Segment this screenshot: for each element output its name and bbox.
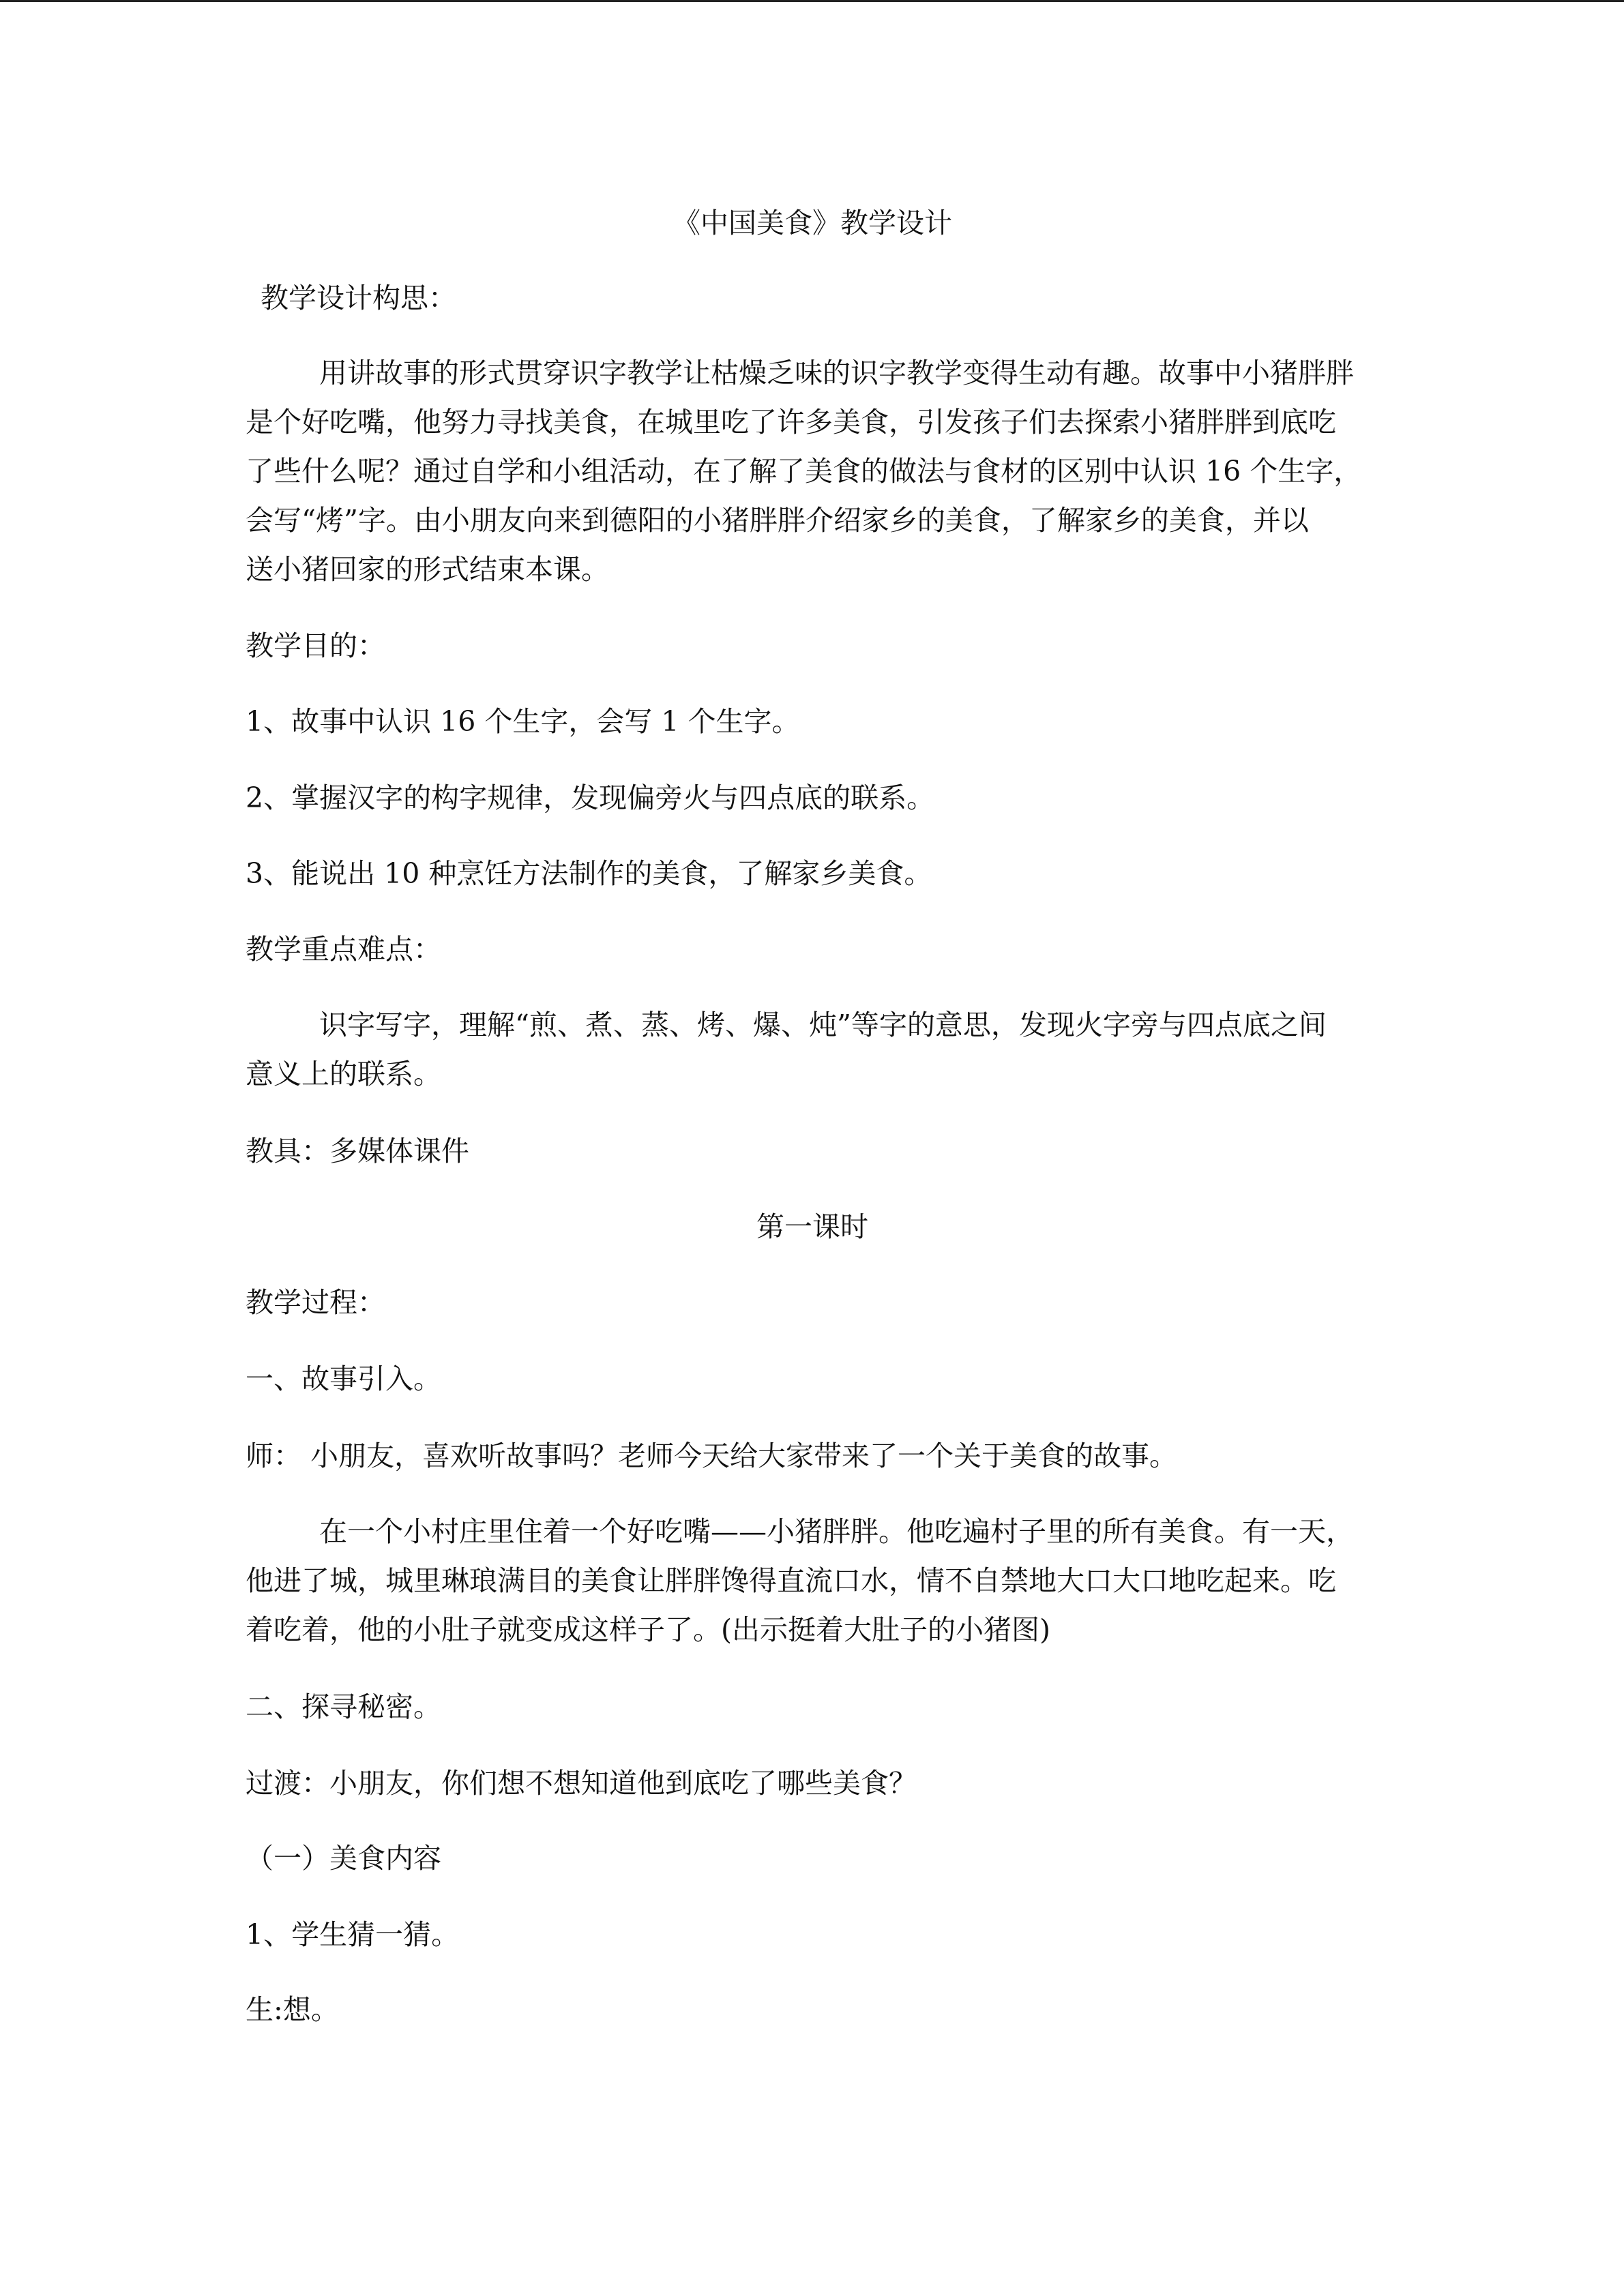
document-page: [246, 0, 1379, 2296]
teaching-aids: 教具：多媒体课件: [246, 1135, 469, 1167]
story-paragraph: [246, 1507, 1379, 1654]
section-heading: 一、故事引入。: [246, 1362, 441, 1395]
paragraph-line: 着吃着，他的小肚子就变成这样子了。(出示挺着大肚子的小猪图): [246, 1613, 1050, 1646]
design-idea-heading: 教学设计构思：: [261, 282, 456, 314]
paragraph-line: 在一个小村庄里住着一个好吃嘴——小猪胖胖。他吃遍村子里的所有美食。有一天，: [319, 1515, 1354, 1548]
objective-item: 3、能说出 10 种烹饪方法制作的美食，了解家乡美食。: [246, 857, 932, 890]
paragraph-line: 送小猪回家的形式结束本课。: [246, 553, 609, 586]
subsection-heading: （一）美食内容: [246, 1842, 441, 1875]
section-heading: 二、探寻秘密。: [246, 1690, 441, 1723]
key-points-paragraph: [246, 1000, 1379, 1099]
paragraph-line: 识字写字，理解“煎、煮、蒸、烤、爆、炖”等字的意思，发现火字旁与四点底之间: [319, 1009, 1327, 1041]
teacher-line: 师： 小朋友，喜欢听故事吗？老师今天给大家带来了一个关于美食的故事。: [246, 1440, 1178, 1472]
paragraph-line: 会写“烤”字。由小朋友向来到德阳的小猪胖胖介绍家乡的美食，了解家乡的美食，并以: [246, 504, 1309, 537]
lesson-heading: 第一课时: [756, 1210, 868, 1243]
paragraph-line: 是个好吃嘴，他努力寻找美食，在城里吃了许多美食，引发孩子们去探索小猪胖胖到底吃: [246, 406, 1336, 438]
objectives-heading: 教学目的：: [246, 629, 385, 662]
transition-line: 过渡：小朋友，你们想不想知道他到底吃了哪些美食？: [246, 1767, 917, 1800]
student-line: 生:想。: [246, 1993, 339, 2026]
design-idea-paragraph: [246, 348, 1379, 594]
objective-item: 1、故事中认识 16 个生字，会写 1 个生字。: [246, 705, 800, 738]
paragraph-line: 用讲故事的形式贯穿识字教学让枯燥乏味的识字教学变得生动有趣。故事中小猪胖胖: [319, 357, 1354, 389]
paragraph-line: 他进了城，城里琳琅满目的美食让胖胖馋得直流口水，情不自禁地大口大口地吃起来。吃: [246, 1564, 1336, 1597]
document-title: 《中国美食》教学设计: [673, 207, 952, 239]
step-item: 1、学生猜一猜。: [246, 1918, 460, 1951]
objective-item: 2、掌握汉字的构字规律，发现偏旁火与四点底的联系。: [246, 781, 935, 814]
paragraph-line: 了些什么呢？通过自学和小组活动，在了解了美食的做法与食材的区别中认识 16 个生字，: [246, 455, 1362, 488]
key-points-heading: 教学重点难点：: [246, 933, 441, 966]
process-heading: 教学过程：: [246, 1286, 385, 1319]
paragraph-line: 意义上的联系。: [246, 1058, 441, 1090]
